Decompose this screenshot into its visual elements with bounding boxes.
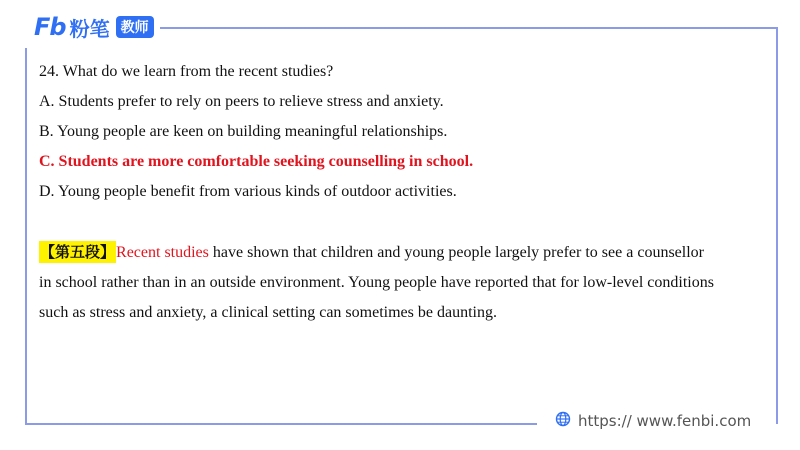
option-a: A. Students prefer to rely on peers to relieve stress and anxiety. (39, 93, 444, 110)
frame-right-border (776, 27, 778, 424)
globe-icon (555, 411, 571, 431)
fenbi-logo (34, 12, 154, 42)
passage-line-1 (39, 237, 769, 268)
option-d: D. Young people benefit from various kinds of outdoor activities. (39, 183, 457, 200)
logo-mark: Fb (34, 13, 66, 41)
footer-url-text: https:// www.fenbi.com (578, 412, 752, 430)
frame-bottom-border (25, 423, 537, 425)
option-c-correct: C. Students are more comfortable seeking counselling in school. (39, 153, 474, 170)
paragraph-tag: 【第五段】 (40, 243, 116, 261)
slide-content (39, 57, 769, 328)
question-stem: 24. What do we learn from the recent studies? (39, 63, 334, 80)
option-b: B. Young people are keen on building meaningful relationships. (39, 123, 448, 140)
passage-line-3: such as stress and anxiety, a clinical setting can sometimes be daunting. (39, 304, 497, 321)
passage-line-1-rest: have shown that children and young people largely prefer to see a counsellor (208, 244, 704, 261)
passage-line-2: in school rather than in an outside environment. Young people have reported that for low-level conditions (39, 274, 714, 291)
frame-left-border (25, 48, 27, 424)
footer-url (555, 410, 751, 432)
logo-badge: 教师 (116, 16, 154, 38)
logo-name: 粉笔 (69, 16, 110, 41)
frame-top-border (160, 27, 777, 29)
spacer (39, 207, 769, 237)
passage-highlight: Recent studies (116, 244, 209, 261)
passage-paragraph (39, 237, 769, 328)
